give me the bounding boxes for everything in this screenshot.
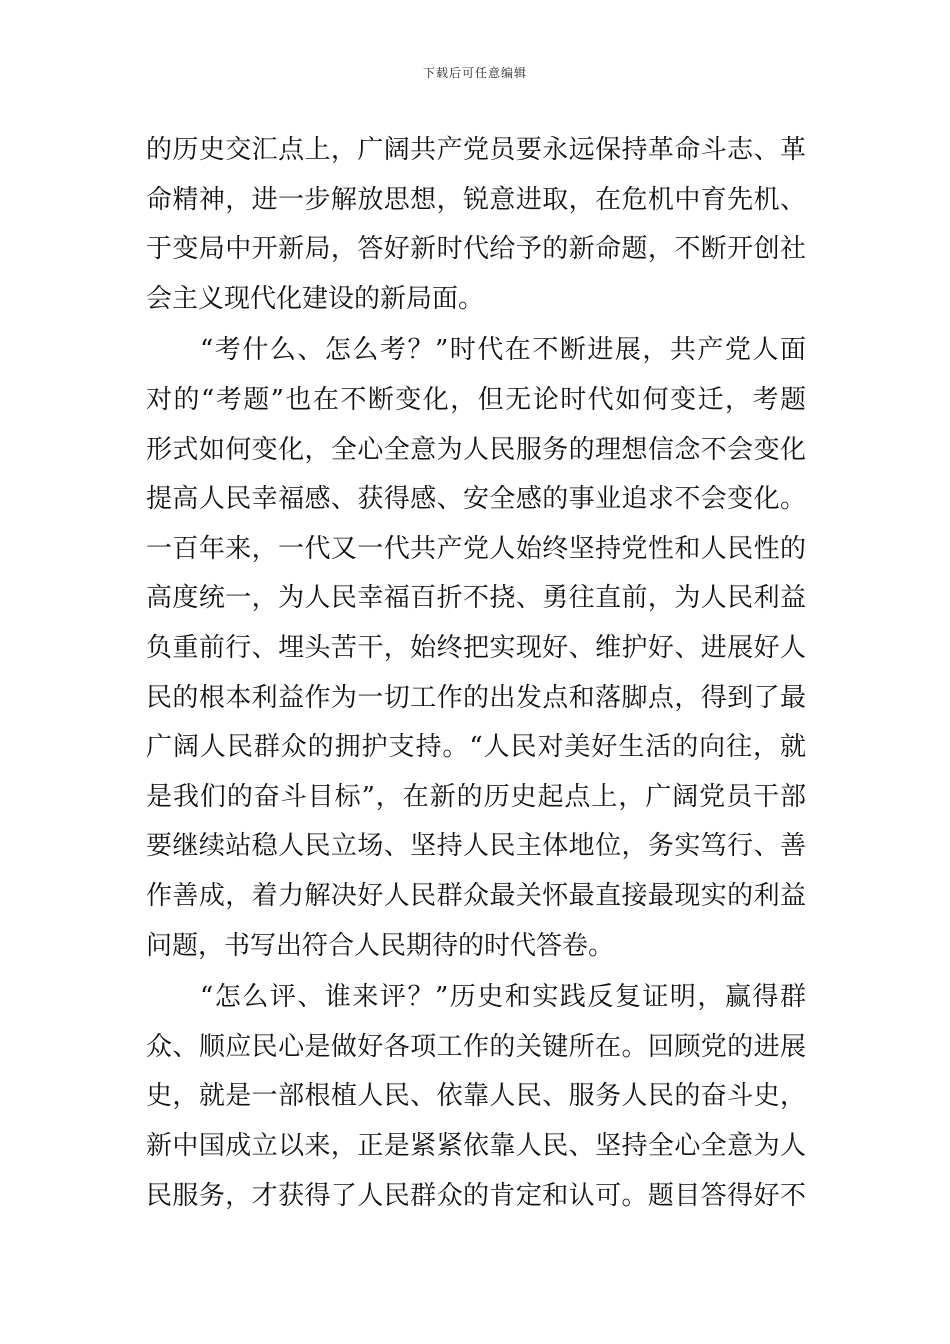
text-line: 问题，书写出符合人民期待的时代答卷。: [146, 930, 615, 961]
text-line: 高度统一，为人民幸福百折不挠、勇往直前，为人民利益: [146, 583, 806, 614]
text-line: 要继续站稳人民立场、坚持人民主体地位，务实笃行、善: [146, 831, 806, 862]
text-line: 史，就是一部根植人民、依靠人民、服务人民的奋斗史，: [146, 1081, 806, 1112]
text-line: 会主义现代化建设的新局面。: [146, 283, 485, 314]
text-line: 的历史交汇点上，广阔共产党员要永远保持革命斗志、革: [146, 135, 806, 165]
text-line: 民服务，才获得了人民群众的肯定和认可。题目答得好不: [146, 1180, 806, 1211]
text-line: 是我们的奋斗目标”，在新的历史起点上，广阔党员干部: [146, 781, 806, 812]
text-line: 形式如何变化，全心全意为人民服务的理想信念不会变化: [146, 434, 806, 465]
text-line: “怎么评、谁来评？”历史和实践反复证明，赢得群: [200, 982, 806, 1013]
paragraph: [146, 326, 806, 973]
text-line: “考什么、怎么考？”时代在不断进展，共产党人面: [200, 335, 806, 366]
text-line: 于变局中开新局，答好新时代给予的新命题，不断开创社: [146, 234, 806, 265]
paragraph: [146, 973, 806, 1221]
text-line: 对的“考题”也在不断变化，但无论时代如何变迁，考题: [146, 385, 806, 416]
text-line: 提高人民幸福感、获得感、安全感的事业追求不会变化。: [146, 484, 806, 515]
text-line: 命精神，进一步解放思想，锐意进取，在危机中育先机、: [146, 184, 806, 215]
paragraph: [146, 126, 806, 326]
text-line: 众、顺应民心是做好各项工作的关键所在。回顾党的进展: [146, 1031, 806, 1062]
text-line: 负重前行、埋头苦干，始终把实现好、维护好、进展好人: [146, 633, 806, 664]
body-text: [146, 126, 806, 1221]
text-line: 民的根本利益作为一切工作的出发点和落脚点，得到了最: [146, 682, 806, 713]
page-header: 下载后可任意编辑: [422, 66, 527, 80]
text-line: 广阔人民群众的拥护支持。“人民对美好生活的向往，就: [146, 732, 806, 763]
text-line: 一百年来，一代又一代共产党人始终坚持党性和人民性的: [146, 533, 806, 564]
text-line: 新中国成立以来，正是紧紧依靠人民、坚持全心全意为人: [146, 1131, 806, 1162]
text-line: 作善成，着力解决好人民群众最关怀最直接最现实的利益: [146, 881, 806, 911]
